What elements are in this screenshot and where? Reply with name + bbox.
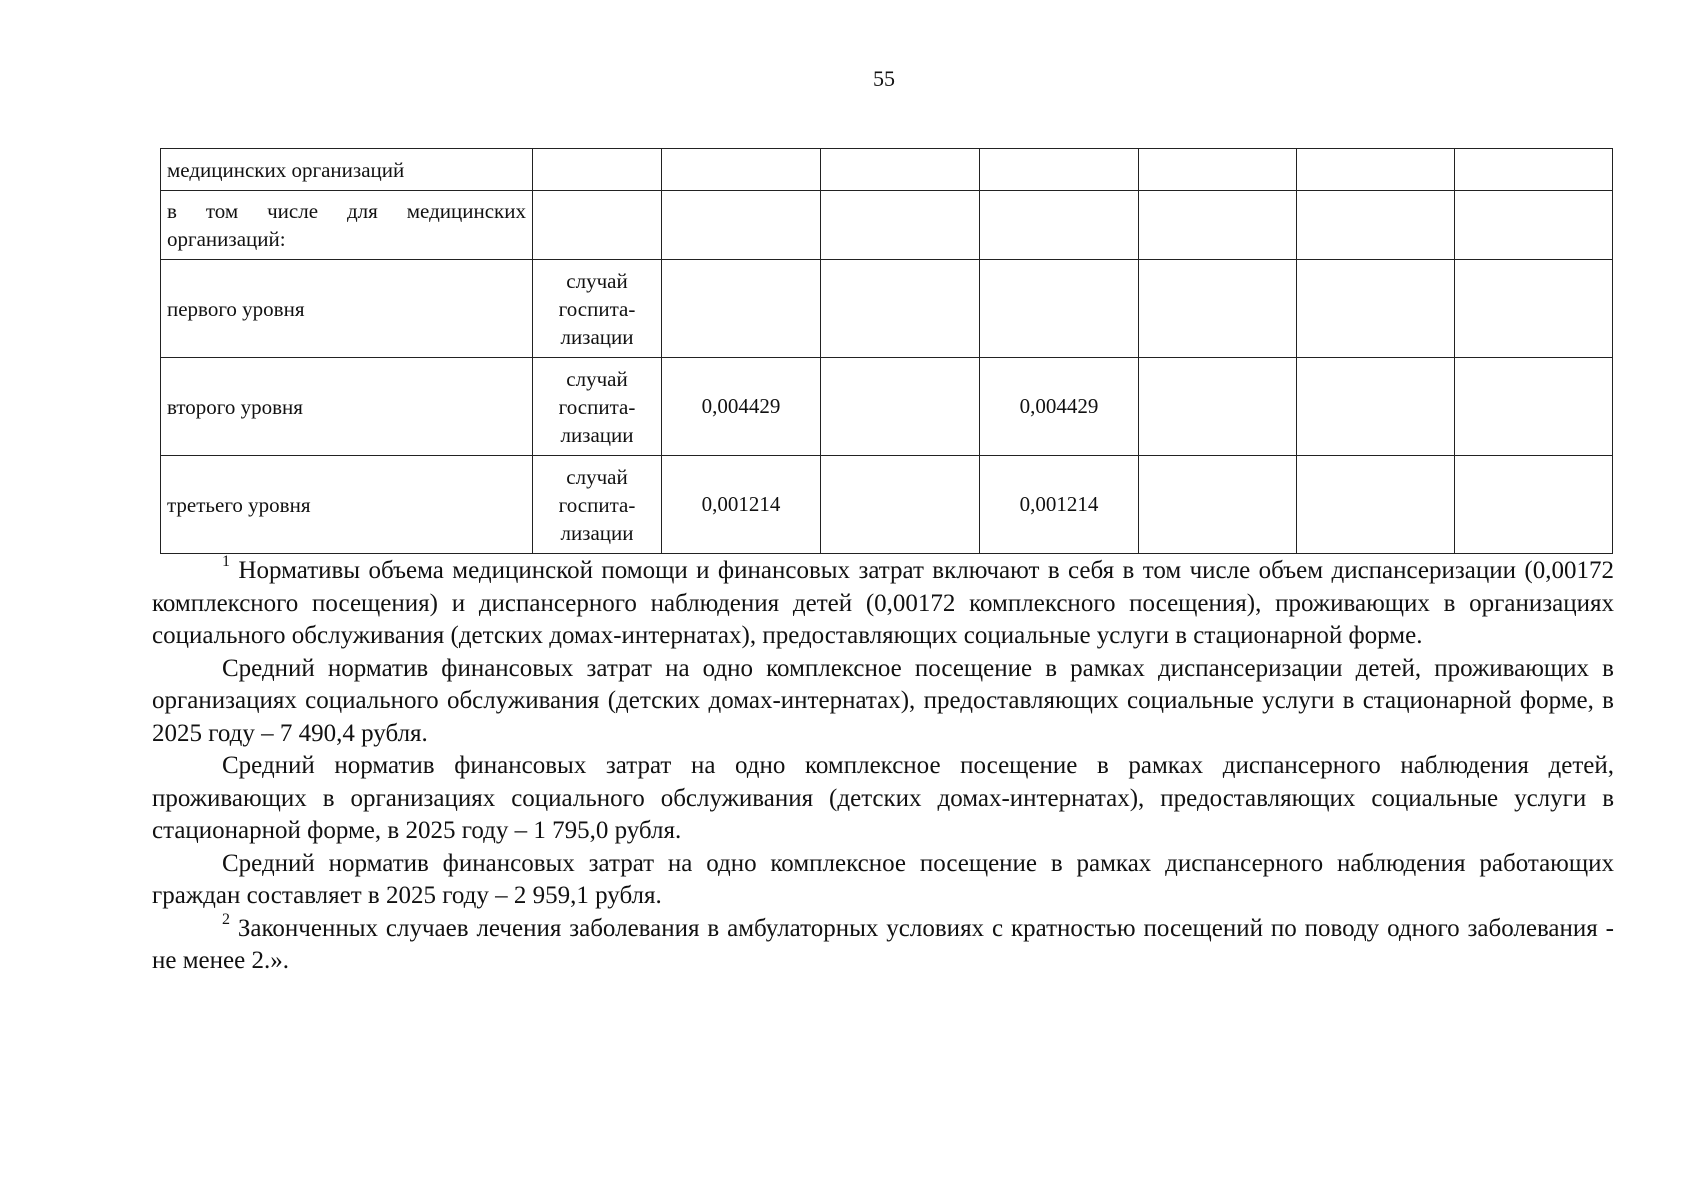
value-cell bbox=[662, 191, 821, 260]
row-name-cell: второго уровня bbox=[161, 358, 533, 456]
value-cell bbox=[1139, 456, 1297, 554]
row-name-cell: в том числе для медицинских организаций: bbox=[161, 191, 533, 260]
value-cell: 0,001214 bbox=[980, 456, 1139, 554]
value-cell: 0,004429 bbox=[662, 358, 821, 456]
footnote-text: Средний норматив финансовых затрат на одно комплексное посещение в рамках диспансеризации детей, проживающих в организациях социального обслуживания (детских домах-интернатах), предоставляющих социальные услуги в стационарной форме, в 2025 году – 7 490,4 рубля. bbox=[152, 654, 1614, 747]
value-cell bbox=[1139, 358, 1297, 456]
value-cell bbox=[1297, 260, 1455, 358]
value-cell bbox=[1297, 191, 1455, 260]
value-cell bbox=[821, 191, 980, 260]
unit-cell: случай госпита-лизации bbox=[533, 358, 662, 456]
value-cell bbox=[1139, 149, 1297, 191]
value-cell bbox=[1455, 191, 1613, 260]
value-cell bbox=[1139, 260, 1297, 358]
normatives-table bbox=[160, 148, 1613, 554]
footnote-marker: 1 bbox=[222, 553, 230, 570]
unit-cell bbox=[533, 149, 662, 191]
value-cell bbox=[1297, 358, 1455, 456]
value-cell: 0,001214 bbox=[662, 456, 821, 554]
value-cell bbox=[1297, 456, 1455, 554]
table-row bbox=[161, 260, 1613, 358]
unit-cell bbox=[533, 191, 662, 260]
value-cell bbox=[1455, 358, 1613, 456]
table-row bbox=[161, 456, 1613, 554]
value-cell bbox=[662, 149, 821, 191]
value-cell bbox=[821, 149, 980, 191]
unit-cell: случай госпита-лизации bbox=[533, 260, 662, 358]
table-row bbox=[161, 149, 1613, 191]
row-name-cell: третьего уровня bbox=[161, 456, 533, 554]
value-cell bbox=[980, 260, 1139, 358]
value-cell: 0,004429 bbox=[980, 358, 1139, 456]
row-name-cell: медицинских организаций bbox=[161, 149, 533, 191]
value-cell bbox=[980, 191, 1139, 260]
value-cell bbox=[821, 260, 980, 358]
value-cell bbox=[1455, 260, 1613, 358]
footnote-paragraph bbox=[152, 848, 1614, 913]
footnote-paragraph bbox=[152, 555, 1614, 653]
table-row bbox=[161, 191, 1613, 260]
footnote-text: Средний норматив финансовых затрат на одно комплексное посещение в рамках диспансерного наблюдения работающих граждан составляет в 2025 году – 2 959,1 рубля. bbox=[152, 849, 1614, 909]
value-cell bbox=[1297, 149, 1455, 191]
value-cell bbox=[1455, 456, 1613, 554]
footnote-marker: 2 bbox=[222, 910, 230, 928]
value-cell bbox=[821, 456, 980, 554]
table-row bbox=[161, 358, 1613, 456]
value-cell bbox=[1139, 191, 1297, 260]
normatives-table-section bbox=[160, 148, 1612, 554]
value-cell bbox=[1455, 149, 1613, 191]
row-name-cell: первого уровня bbox=[161, 260, 533, 358]
footnote-paragraph bbox=[152, 750, 1614, 848]
value-cell bbox=[662, 260, 821, 358]
footnote-text: Нормативы объема медицинской помощи и финансовых затрат включают в себя в том числе объем диспансеризации (0,00172 комплексного посещения) и диспансерного наблюдения детей (0,00172 комплексного посещения), проживающих в организациях социального обслуживания (детских домах-интернатах), предоставляющих социальные услуги в стационарной форме. bbox=[152, 557, 1615, 649]
footnote-text: Законченных случаев лечения заболевания в амбулаторных условиях с кратностью посещений по поводу одного заболевания - не менее 2.». bbox=[152, 914, 1614, 974]
value-cell bbox=[980, 149, 1139, 191]
footnote-text: Средний норматив финансовых затрат на одно комплексное посещение в рамках диспансерного наблюдения детей, проживающих в организациях социального обслуживания (детских домах-интернатах), предоставляющих социальные услуги в стационарной форме, в 2025 году – 1 795,0 рубля. bbox=[152, 752, 1614, 844]
value-cell bbox=[821, 358, 980, 456]
page-number: 55 bbox=[873, 66, 895, 91]
table-body bbox=[161, 149, 1613, 554]
footnote-paragraph bbox=[152, 653, 1614, 751]
unit-cell: случай госпита-лизации bbox=[533, 456, 662, 554]
footnote-paragraph bbox=[152, 910, 1614, 978]
footnotes-section bbox=[152, 555, 1614, 978]
